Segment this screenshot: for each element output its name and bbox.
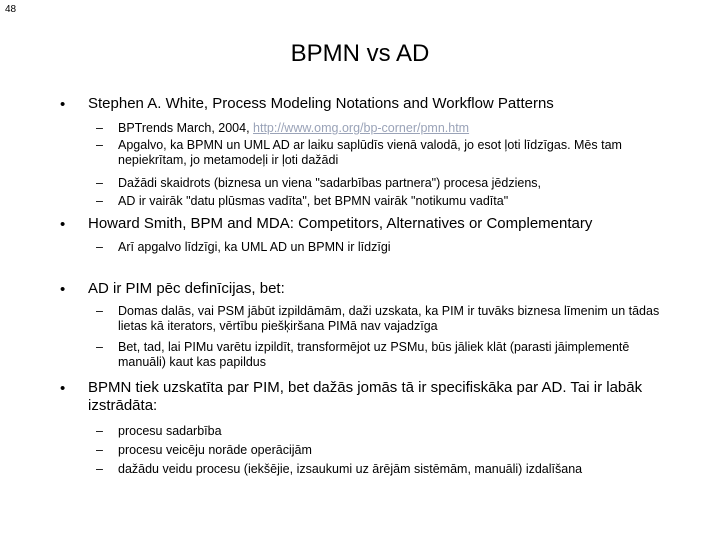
dash-marker: – <box>96 176 103 190</box>
bullet-marker: • <box>60 281 66 298</box>
dash-marker: – <box>96 424 103 438</box>
bullet-1-sub-4: AD ir vairāk "datu plūsmas vadīta", bet BPMN vairāk "notikumu vadīta" <box>118 194 509 208</box>
bullet-1-sub-2: Apgalvo, ka BPMN un UML AD ar laiku saplūdīs vienā valodā, jo esot ļoti līdzīgas. Mēs tam nepiekrītam, jo metamodeļi ir ļoti dažādi <box>118 138 622 167</box>
omg-link[interactable]: http://www.omg.org/bp-corner/pmn.htm <box>253 121 470 135</box>
bullet-marker: • <box>60 216 66 233</box>
bullet-3-text: AD ir PIM pēc definīcijas, bet: <box>88 280 285 297</box>
sub-1-prefix: BPTrends March, 2004, <box>118 121 254 135</box>
dash-marker: – <box>96 443 103 457</box>
bullet-3-sub-2: Bet, tad, lai PIMu varētu izpildīt, transformējot uz PSMu, būs jāliek klāt (parasti jāimplementē manuāli) kaut kas papildus <box>118 340 630 369</box>
dash-marker: – <box>96 121 103 135</box>
bullet-marker: • <box>60 380 66 397</box>
bullet-4-text: BPMN tiek uzskatīta par PIM, bet dažās jomās tā ir specifiskāka par AD. Tai ir labāk izstrādāta: <box>88 379 643 414</box>
bullet-1-text: Stephen A. White, Process Modeling Notations and Workflow Patterns <box>88 95 554 112</box>
dash-marker: – <box>96 462 103 476</box>
dash-marker: – <box>96 138 103 152</box>
bullet-marker: • <box>60 96 66 113</box>
bullet-1-sub-1 <box>118 121 678 136</box>
bullet-4-sub-3: dažādu veidu procesu (iekšējie, izsaukumi uz ārējām sistēmām, manuāli) izdalīšana <box>118 462 583 476</box>
bullet-1-sub-3: Dažādi skaidrots (biznesa un viena "sadarbības partnera") procesa jēdziens, <box>118 176 541 190</box>
dash-marker: – <box>96 304 103 318</box>
bullet-3-sub-1: Domas dalās, vai PSM jābūt izpildāmām, daži uzskata, ka PIM ir tuvāks biznesa līmenim un tādas lietas kā iterators, vērtību piešķiršana PIMā nav vajadzīga <box>118 304 660 333</box>
dash-marker: – <box>96 340 103 354</box>
dash-marker: – <box>96 194 103 208</box>
slide-title: BPMN vs AD <box>290 40 430 67</box>
bullet-2-text: Howard Smith, BPM and MDA: Competitors, Alternatives or Complementary <box>88 215 593 232</box>
dash-marker: – <box>96 240 103 254</box>
bullet-2-sub-1: Arī apgalvo līdzīgi, ka UML AD un BPMN ir līdzīgi <box>118 240 391 254</box>
bullet-4-sub-2: procesu veicēju norāde operācijām <box>118 443 312 457</box>
bullet-4-sub-1: procesu sadarbība <box>118 424 222 438</box>
page-number: 48 <box>5 4 17 15</box>
